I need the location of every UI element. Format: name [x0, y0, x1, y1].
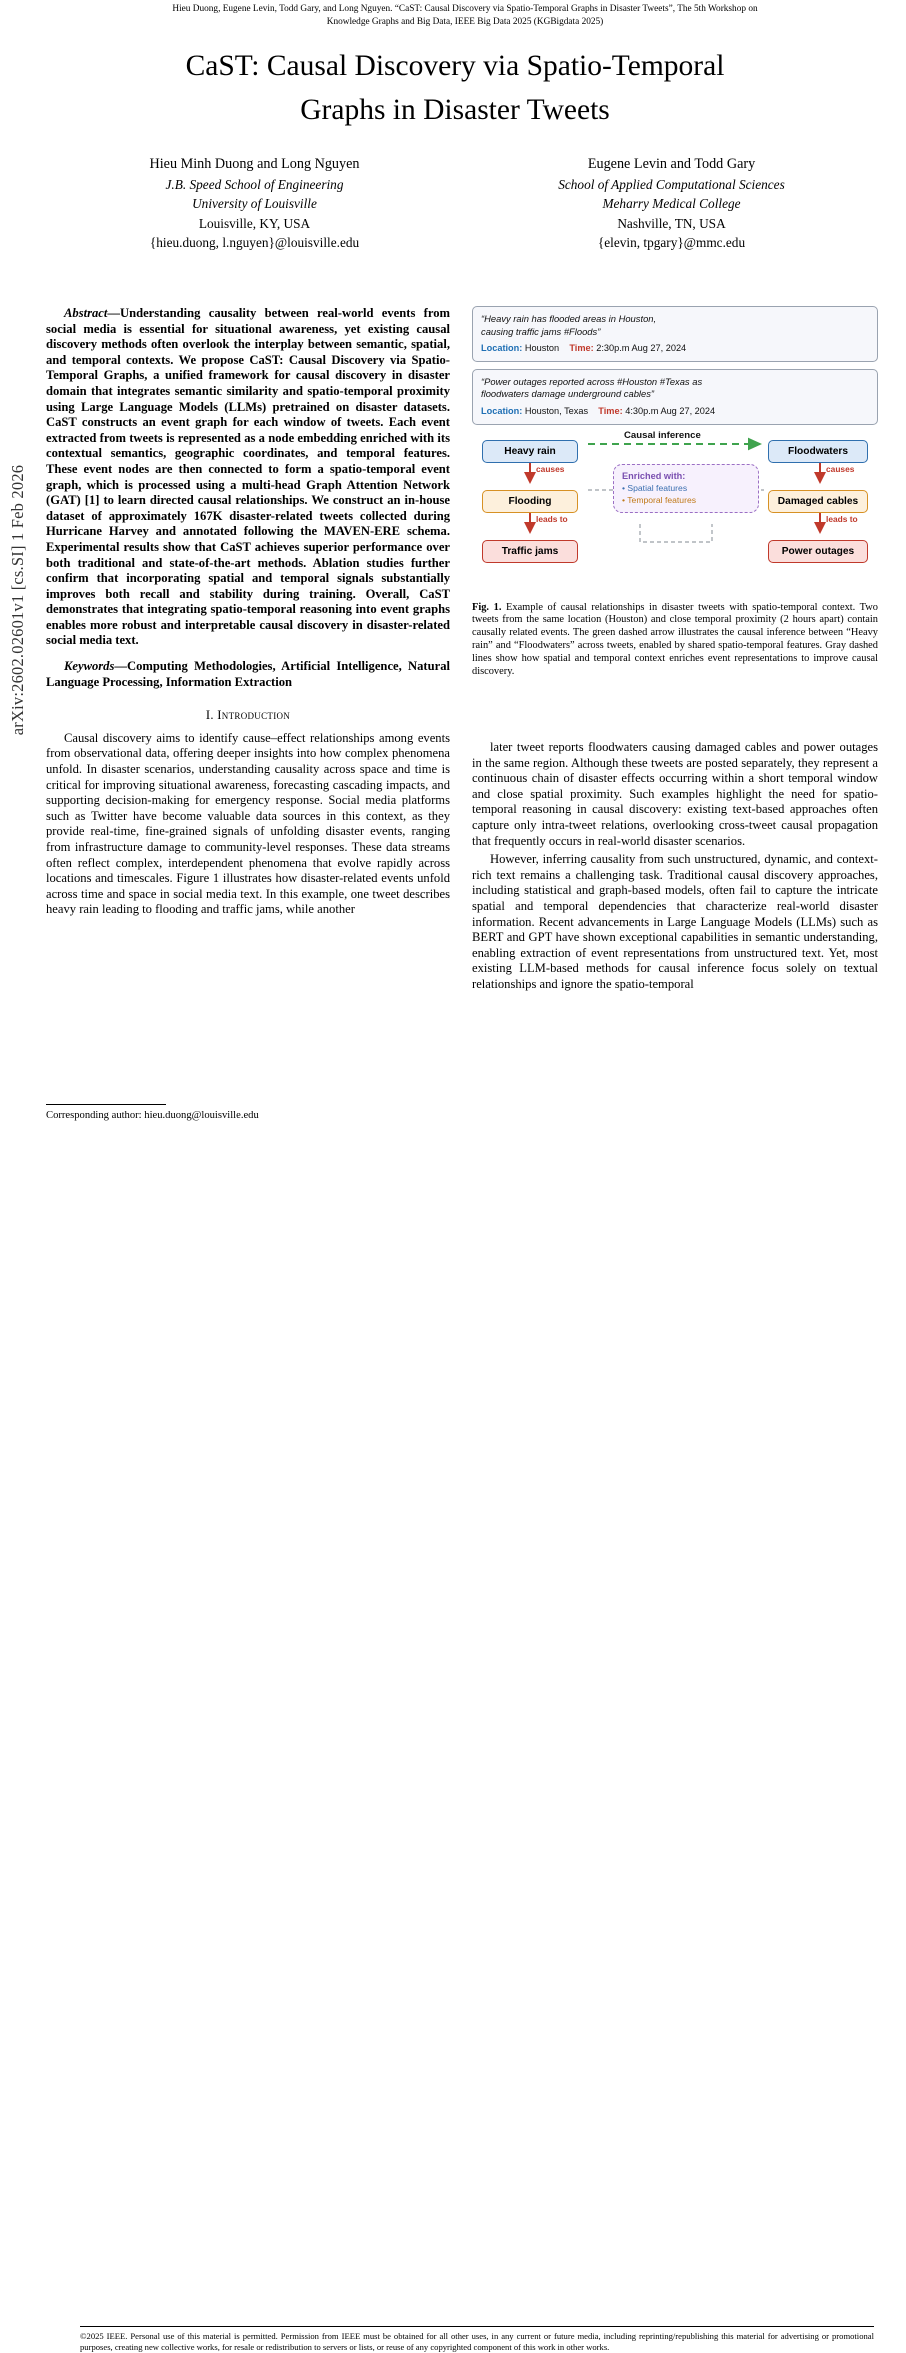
author-group-2: [463, 155, 880, 253]
author-affiliation-1b: University of Louisville: [192, 196, 317, 211]
corresponding-author-note: [46, 1104, 450, 1121]
tweet-2-time-label: Time:: [598, 405, 623, 416]
section-title: Introduction: [217, 708, 291, 723]
abstract-block: [46, 306, 450, 649]
tweet-2-meta: [481, 405, 869, 418]
tweet-2-location-label: Location:: [481, 405, 523, 416]
author-location-1: Louisville, KY, USA: [198, 215, 311, 231]
tweet-1-line-1: “Heavy rain has flooded areas in Houston,: [481, 313, 657, 324]
figure-caption-text: Example of causal relationships in disaster tweets with spatio-temporal context. Two tweets from the same location (Houston) and close temporal proximity (2 hours apart) contain causally related events. The green dashed arrow illustrates the causal inference between “Heavy rain” and “Floodwaters” across tweets, enabled by shared spatio-temporal features. Gray dashed lines show how spatial and temporal context enriches event representations to improve causal discovery.: [472, 601, 878, 677]
tweet-1-location-label: Location:: [481, 343, 523, 354]
abstract-text: —Understanding causality between real-world events from social media is essential for situational awareness, yet existing causal discovery methods often overlook the interplay between semantic, spatial, and temporal contexts. We propose CaST: Causal Discovery via Spatio-Temporal Graphs, a unified framework for causal discovery in disaster domain that integrates semantic similarity and spatio-temporal proximity using Large Language Models (LLMs) pretrained on disaster datasets. CaST constructs an event graph for each window of tweets. Each event extracted from tweets is represented as a node embedding enriched with its contextual semantics, geographic coordinates, and temporal features. These event nodes are then connected to form a spatio-temporal event graph, which is processed using a multi-head Graph Attention Network (GAT) [1] to learn directed causal relationships. We construct an in-house dataset of approximately 167K disaster-related tweets collected during Hurricane Harvey and annotated following the MAVEN-ERE schema. Experimental results show that CaST achieves superior performance over both traditional and state-of-the-art methods. Ablation studies further confirm that incorporating spatial and temporal signals substantially improves both recall and stability during training. Overall, CaST demonstrates that integrating spatio-temporal reasoning into event graphs enables more robust and interpretable causal discovery in disaster-related social media text.: [46, 306, 450, 648]
tweet-card-2: [472, 369, 878, 425]
figure-1: [472, 306, 878, 678]
figure-caption: [472, 602, 878, 679]
banner-line-2: Knowledge Graphs and Big Data, IEEE Big Data 2025 (KGBigdata 2025): [326, 16, 604, 27]
footnote-rule: [46, 1104, 166, 1105]
arxiv-stamp-container: [6, 0, 36, 1200]
keywords-label: Keywords: [64, 659, 115, 674]
node-traffic-jams: Traffic jams: [482, 540, 578, 563]
keywords-block: [46, 659, 450, 690]
banner-line-1: Hieu Duong, Eugene Levin, Todd Gary, and Long Nguyen. “CaST: Causal Discovery via Spatio-Temporal Graphs in Disaster Tweets”, The 5th Workshop on: [172, 4, 758, 14]
figure-caption-label: Fig. 1.: [472, 601, 502, 613]
edge-label-causes-left: causes: [536, 463, 565, 474]
enriched-bullet-temporal: • Temporal features: [622, 495, 697, 506]
tweet-1-time-value: 2:30p.m Aug 27, 2024: [596, 343, 687, 354]
right-column: [472, 740, 878, 993]
keywords-text: —Computing Methodologies, Artificial Intelligence, Natural Language Processing, Information Extraction: [46, 659, 450, 689]
enriched-title: Enriched with:: [622, 470, 686, 481]
tweet-1-time-label: Time:: [569, 343, 594, 354]
intro-paragraph-2: later tweet reports floodwaters causing damaged cables and power outages in the same region. Although these tweets are posted separately, they represent a continuous chain of disaster effects occurring within a short temporal window and close spatial proximity. Such examples highlight the need for spatio-temporal reasoning in causal discovery: existing text-based approaches often capture only intra-tweet relations, overlooking cross-tweet causal propagation that frequently occurs in real-world disaster scenarios.: [472, 740, 878, 848]
tweet-2-location-value: Houston, Texas: [524, 405, 589, 416]
enriched-bullet-spatial: • Spatial features: [622, 482, 688, 493]
tweet-2-time-value: 4:30p.m Aug 27, 2024: [625, 405, 716, 416]
author-email-2: {elevin, tpgary}@mmc.edu: [597, 235, 746, 250]
edge-label-leads-to-left: leads to: [536, 513, 568, 524]
edge-label-leads-to-right: leads to: [826, 513, 858, 524]
title-line-1: CaST: Causal Discovery via Spatio-Temporal: [185, 50, 725, 82]
section-heading-introduction: [46, 708, 450, 724]
edge-label-causes-right: causes: [826, 463, 855, 474]
tweet-2-line-2: floodwaters damage underground cables”: [481, 388, 655, 400]
tweet-1-line-2: causing traffic jams #Floods”: [481, 325, 601, 337]
causal-inference-label: Causal inference: [624, 429, 701, 441]
enriched-features-box: [613, 464, 759, 513]
author-names-1: Hieu Minh Duong and Long Nguyen: [149, 156, 360, 172]
title-line-2: Graphs in Disaster Tweets: [300, 94, 610, 126]
section-number: I.: [205, 708, 214, 723]
author-affiliation-2a: School of Applied Computational Sciences: [558, 176, 785, 192]
node-power-outages: Power outages: [768, 540, 868, 563]
author-block: [46, 155, 880, 253]
tweet-1-meta: [481, 342, 869, 355]
node-flooding: Flooding: [482, 490, 578, 513]
node-heavy-rain: Heavy rain: [482, 440, 578, 463]
tweet-1-location-value: Houston: [524, 343, 560, 354]
author-affiliation-1a: J.B. Speed School of Engineering: [165, 176, 344, 192]
author-names-2: Eugene Levin and Todd Gary: [587, 156, 756, 172]
author-group-1: [46, 155, 463, 253]
copyright-footer: ©2025 IEEE. Personal use of this material is permitted. Permission from IEEE must be obtained for all other uses, in any current or future media, including reprinting/republishing this material for advertising or promotional purposes, creating new collective works, for resale or redistribution to servers or lists, or reuse of any copyrighted component of this work in other works.: [80, 2326, 874, 2353]
tweet-2-line-1: “Power outages reported across #Houston #Texas as: [481, 375, 703, 387]
arxiv-stamp: arXiv:2602.02601v1 [cs.SI] 1 Feb 2026: [8, 464, 27, 736]
page-title: [70, 44, 840, 132]
publication-banner: [40, 0, 890, 28]
tweet-card-1: [472, 306, 878, 362]
intro-paragraph-3: However, inferring causality from such unstructured, dynamic, and context-rich text remains a challenging task. Traditional causal discovery approaches, including statistical and graph-based models, often fail to capture the intricate spatial and temporal dependencies that characterize real-world disaster information. Recent advancements in Large Language Models (LLMs) such as BERT and GPT have shown exceptional capabilities in semantic understanding, enabling extraction of event representations from unstructured text. Yet, most existing LLM-based methods for causal inference focus solely on textual relationships and ignore the spatio-temporal: [472, 852, 878, 991]
author-location-2: Nashville, TN, USA: [617, 215, 726, 231]
corresponding-author-text: Corresponding author: hieu.duong@louisville.edu: [46, 1110, 259, 1121]
intro-paragraph-1: Causal discovery aims to identify cause–effect relationships among events from observational data, offering deeper insights into how complex phenomena unfold. In disaster scenarios, understanding causality across space and time is critical for improving situational awareness, forecasting cascading impacts, and supporting decision-making for emergency response. Social media platforms such as Twitter have become valuable data sources in this context, as they provide real-time, fine-grained signals of unfolding disaster events, ranging from infrastructure damage to community-level responses. These data streams often reflect complex, interdependent phenomena that evolve rapidly across locations and timescales. Figure 1 illustrates how disaster-related events unfold across time and space in social media text. In this example, one tweet describes heavy rain leading to flooding and traffic jams, while another: [46, 730, 450, 917]
left-column: [46, 306, 450, 918]
node-damaged-cables: Damaged cables: [768, 490, 868, 513]
node-floodwaters: Floodwaters: [768, 440, 868, 463]
author-email-1: {hieu.duong, l.nguyen}@louisville.edu: [149, 235, 360, 250]
causal-graph-diagram: [472, 429, 878, 592]
author-affiliation-2b: Meharry Medical College: [602, 196, 741, 211]
abstract-label: Abstract: [64, 306, 108, 320]
